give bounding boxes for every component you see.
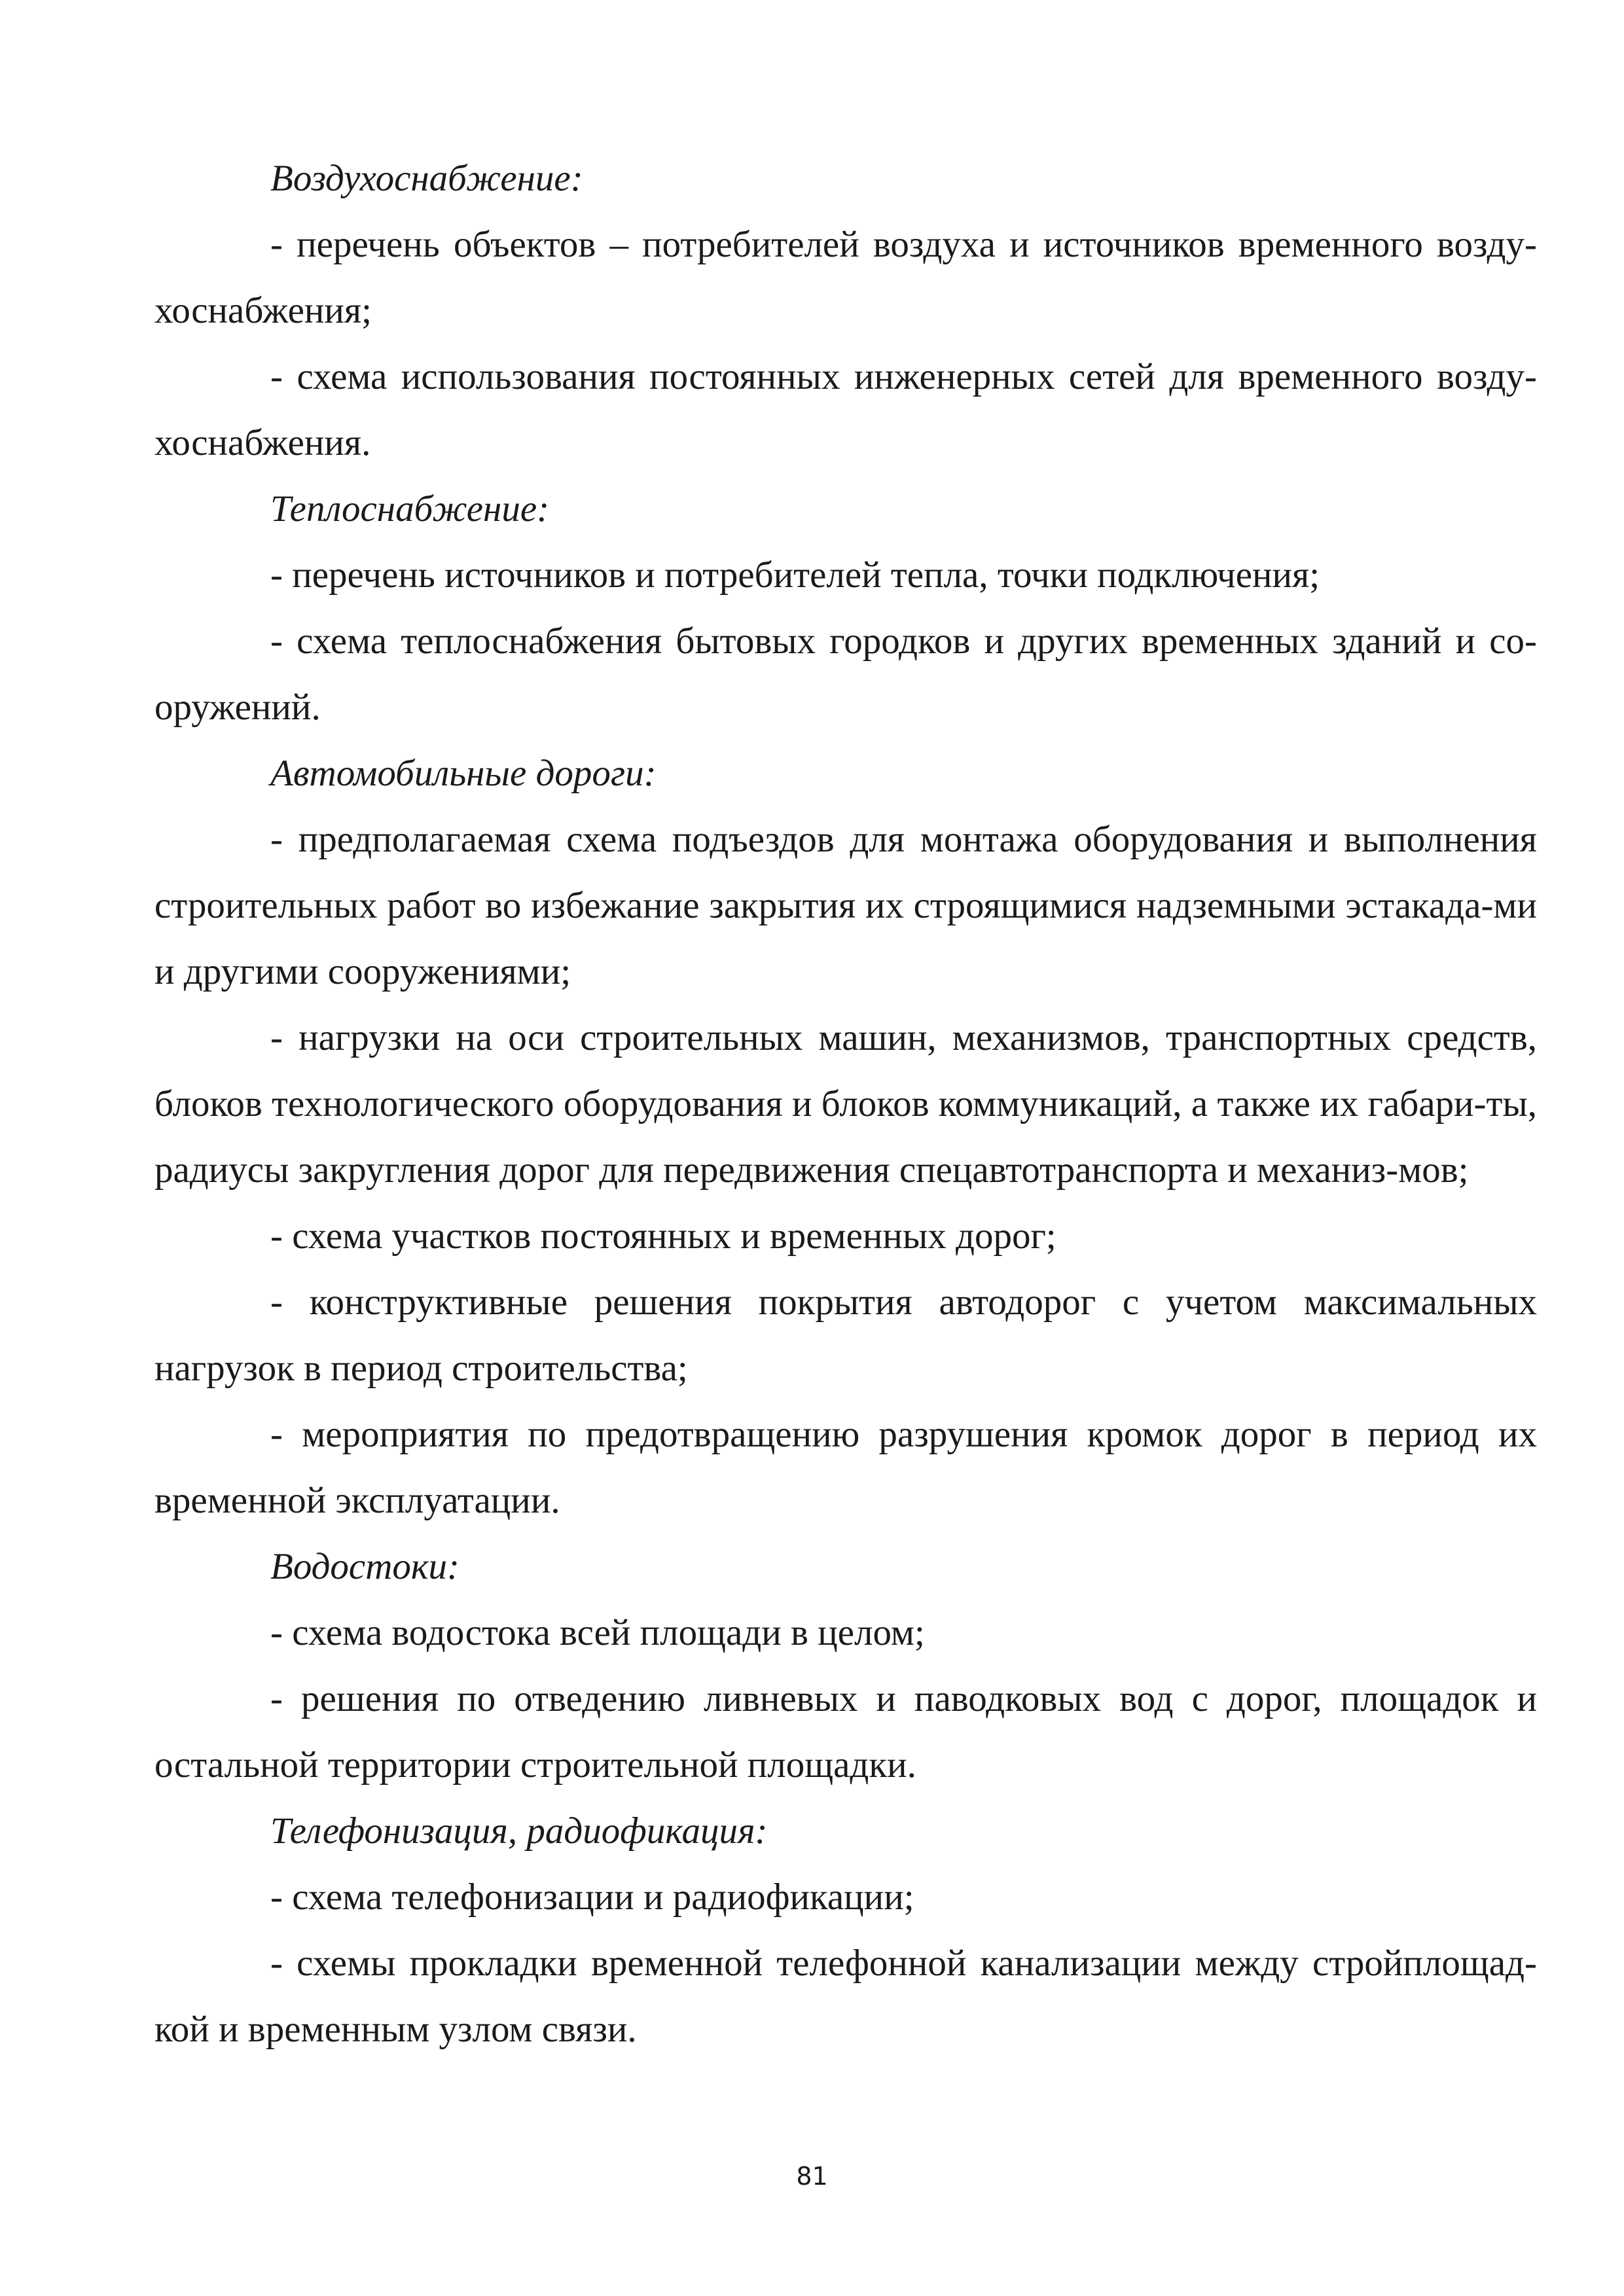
- list-item: - нагрузки на оси строительных машин, механизмов, транспортных средств, блоков технологического оборудования и блоков коммуникаций, а также их габари-ты, радиусы закругления дорог для передвижения спецавтотранспорта и механиз-мов;: [154, 1017, 1537, 1191]
- list-item: - мероприятия по предотвращению разрушения кромок дорог в период их временной эксплуатации.: [154, 1414, 1537, 1521]
- list-item: - перечень объектов – потребителей воздуха и источников временного возду-хоснабжения;: [154, 224, 1537, 331]
- list-item: - перечень источников и потребителей тепла, точки подключения;: [270, 554, 1320, 596]
- list-item: - конструктивные решения покрытия автодорог с учетом максимальных нагрузок в период строительства;: [154, 1282, 1537, 1389]
- document-body: [154, 145, 1537, 2062]
- section-heading-drainage: Водостоки:: [270, 1546, 460, 1587]
- list-item: - схема теплоснабжения бытовых городков и других временных зданий и со-оружений.: [154, 620, 1537, 728]
- list-item: - схема участков постоянных и временных дорог;: [270, 1215, 1056, 1257]
- page-number: 81: [796, 2162, 828, 2191]
- list-item: - схемы прокладки временной телефонной канализации между стройплощад-кой и временным узлом связи.: [154, 1943, 1537, 2050]
- list-item: - схема водостока всей площади в целом;: [270, 1612, 925, 1653]
- section-heading-telephony: Телефонизация, радиофикация:: [270, 1810, 768, 1852]
- section-heading-air-supply: Воздухоснабжение:: [270, 158, 583, 199]
- section-heading-heat-supply: Теплоснабжение:: [270, 488, 550, 529]
- list-item: - решения по отведению ливневых и паводковых вод с дорог, площадок и остальной территории строительной площадки.: [154, 1678, 1537, 1785]
- section-heading-roads: Автомобильные дороги:: [270, 753, 657, 794]
- list-item: - предполагаемая схема подъездов для монтажа оборудования и выполнения строительных работ во избежание закрытия их строящимися надземными эстакада-ми и другими сооружениями;: [154, 819, 1537, 992]
- list-item: - схема использования постоянных инженерных сетей для временного возду-хоснабжения.: [154, 356, 1537, 463]
- list-item: - схема телефонизации и радиофикации;: [270, 1876, 914, 1918]
